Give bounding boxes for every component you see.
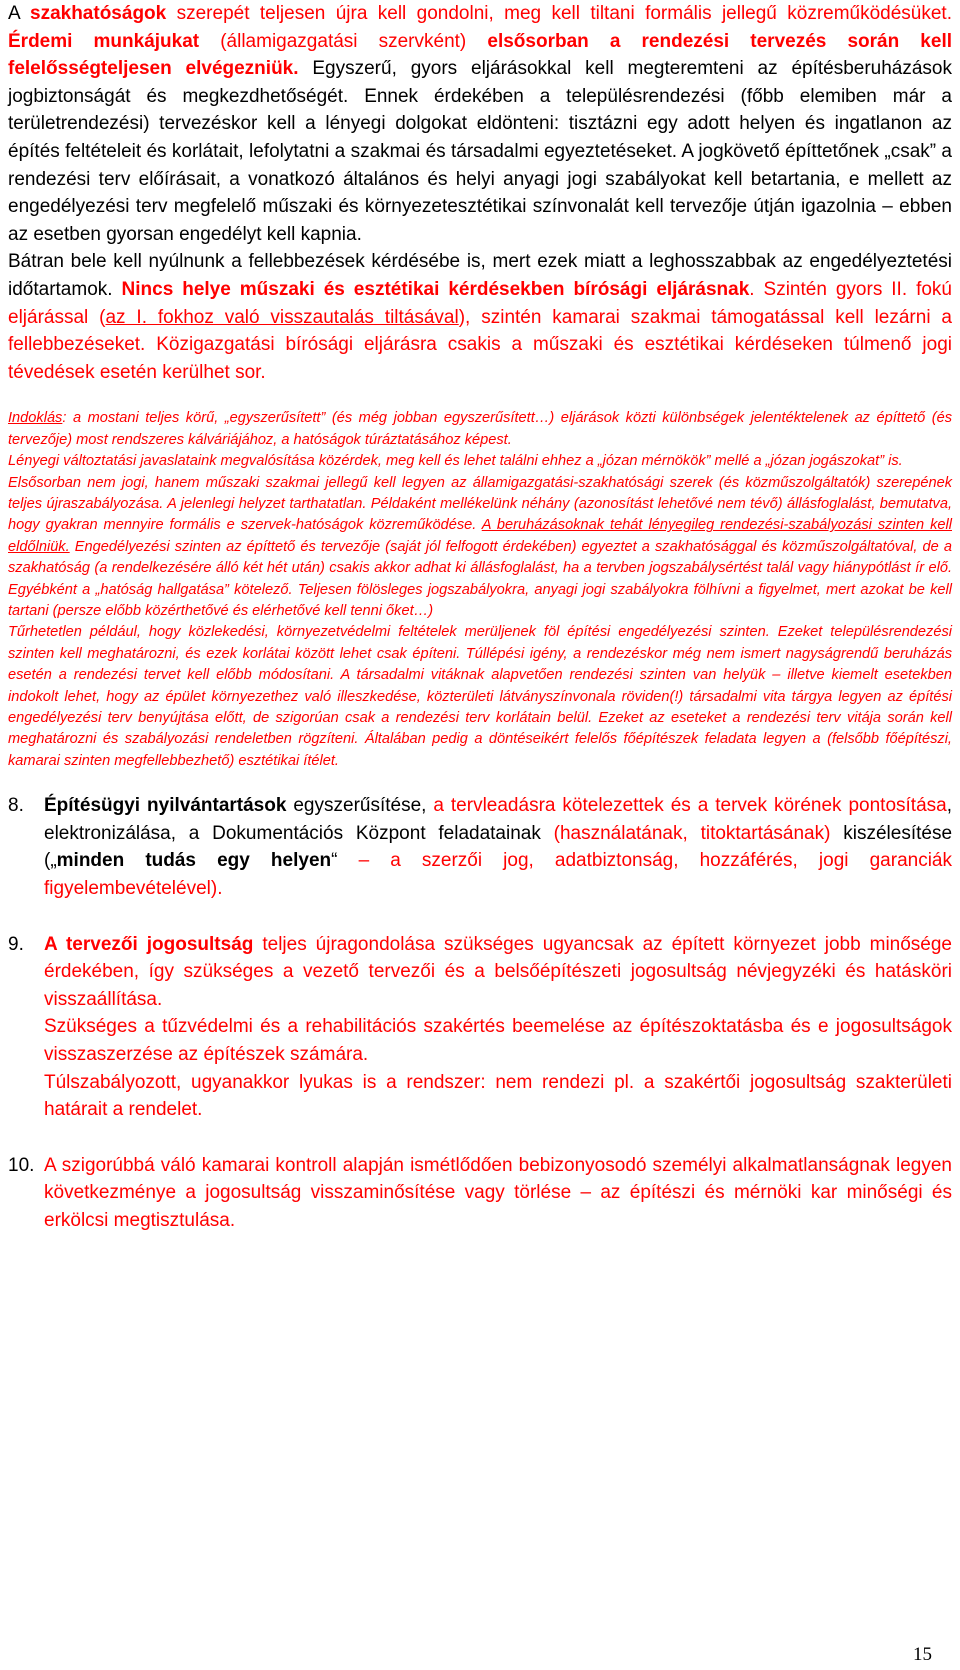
underlined-phrase: A beruházásoknak tehát lényegileg rendezési-szabályozási szinten kell eldőlniük.: [8, 517, 952, 555]
text-span: Bátran bele kell nyúlnunk a fellebbezések kérdésébe is, mert ezek miatt a leghosszabbak az engedélyeztetési időtartamok.: [8, 251, 952, 300]
text-span: (használatának, titoktartásának): [553, 822, 831, 844]
bold-term: szakhatóságok: [30, 3, 167, 24]
list-item: [8, 792, 952, 902]
paragraph-fellebbezes: [8, 248, 952, 386]
item-paragraph: Túlszabályozott, ugyanakkor lyukas is a rendszer: nem rendezi pl. a szakértői jogosultság szakterületi határait a rendelet.: [44, 1071, 952, 1121]
justification-note: [8, 408, 952, 772]
bold-phrase: elsősorban a rendezési tervezés során kell felelősségteljesen elvégezniük.: [8, 30, 952, 80]
main-text: [8, 0, 952, 386]
text-span: – a szerzői jog, adatbiztonság, hozzáférés, jogi garanciák figyelembevételével).: [44, 850, 952, 899]
note-paragraph: [8, 408, 952, 451]
list-item: [8, 1152, 952, 1235]
text-span: szerepét teljesen újra kell gondolni, meg kell tiltani formális jellegű közreműködésüket.: [166, 3, 952, 24]
text-span: Elsősorban nem jogi, hanem műszaki szakmai jellegű kell legyen az államigazgatási-szakhatósági szerek (és közműszolgáltatók) szerepének teljes újraszabályozása. A jelenlegi helyzet tarthatatlan. Példaként mellékelünk néhány (azonosítást lehetővé nem tévő) állásfoglalást, bemutatva, hogy gyakran mennyire formális e szervek-hatóságok közreműködése.: [8, 474, 952, 534]
item-paragraph: Szükséges a tűzvédelmi és a rehabilitációs szakértés beemelése az építészoktatásba és e jogosultságok visszaszerzése az építészek számára.: [44, 1016, 952, 1065]
text-span: (államigazgatási szervként): [199, 30, 488, 52]
bold-phrase: Nincs helye műszaki és esztétikai kérdésekben bírósági eljárásnak: [121, 278, 750, 300]
item-text: [44, 792, 952, 902]
paragraph-szakhatosagok: [8, 0, 952, 248]
text-span: egyszerűsítése,: [286, 795, 434, 817]
note-heading: Indoklás: [8, 410, 63, 427]
text-span: . Szintén gyors II. fokú eljárással (: [8, 278, 952, 328]
text-span: kiszélesítése („: [44, 822, 953, 872]
text-span: : a mostani teljes körű, „egyszerűsített” (és még jobban egyszerűsített…) eljárások közti különbségek jelentéktelenek az építtető (és tervezője) most rendszeres kálváriájához, a hatóságok túráztatásához képest.: [8, 410, 952, 448]
page-number: 15: [913, 1644, 932, 1665]
text-span: Egyszerű, gyors eljárásokkal kell megteremteni az építésberuházások jogbiztonságát és megkezdhetőségét. Ennek érdekében a településrendezési (főbb elemiben már a területrendezési) tervezéskor kell a lényegi dolgokat eldönteni: tisztázni egy adott helyen és ingatlanon az építés feltételeit és korlátait, lefolytatni a szakmai és társadalmi egyeztetéseket. A jogkövető építtetőnek „csak” a rendezési terv előírásait, a vonatkozó általános és helyi anyagi jogi szabályokat kell betartania, e mellett az engedélyezési terv megfelelő műszaki és környezetesztétikai színvonalát kell tervezője útján igazolnia – ebben az esetben gyorsan engedélyt kell kapnia.: [8, 58, 952, 245]
note-paragraph: Lényegi változtatási javaslataink megvalósítása közérdek, meg kell és lehet találni ehhez a „józan mérnökök” mellé a „józan jogászokat” is.: [8, 453, 903, 470]
bold-term: A tervezői jogosultság: [44, 933, 254, 955]
item-text: A szigorúbbá váló kamarai kontroll alapján ismétlődően bebizonyosodó személyi alkalmatlanságnak legyen következménye a jogosultság visszaminősítése vagy törlése – az építészi és mérnöki kar minőségi és erkölcsi megtisztulása.: [44, 1154, 952, 1231]
text-span: Engedélyezési szinten az építtető és tervezője (saját jól felfogott érdekében) egyeztet a szakhatósággal és közműszolgáltatóval, de a szakhatóság (a rendelkezésére álló két hét után) csakis akkor adhat ki állásfoglalást, ha a tervben jogszabálysértést talál vagy hiánypótlást ír elő. Egyébként a „hatóság hallgatása” kötelező. Teljesen fölösleges jogszabályokra, anyagi jogi szabályokra fölhívni a figyelmet, mert azokat be kell tartani (persze előbb közérthetővé és elérhetővé kell tenni őket…): [8, 538, 952, 619]
text-span: teljes újragondolása szükséges ugyancsak az épített környezet jobb minősége érdekében, így szükséges a vezető tervezői és a belsőépítészeti jogosultság névjegyzéki és hatásköri visszaállítása.: [44, 933, 953, 1010]
text-span: A: [8, 3, 30, 24]
text-span: ), szintén kamarai szakmai támogatással kell lezárni a fellebbezéseket. Közigazgatási bírósági eljárásra csakis a műszaki és esztétikai kérdéseken túlmenő jogi tévedések esetén kerülhet sor.: [8, 306, 952, 383]
bold-term: Építésügyi nyilvántartások: [44, 795, 287, 817]
note-paragraph: Tűrhetetlen például, hogy közlekedési, környezetvédelmi feltételek merüljenek föl építési engedélyezési szinten. Ezeket településrendezési szinten kell meghatározni, és ezek korlátai között lehet csak építeni. Túllépési igény, a rendezéskor még nem ismert nagyságrendű beruházás esetén a rendezési tervet kell előbb módosítani. A társadalmi vitáknak alapvetően rendezési szinten van helyük – illetve kiemelt esetekben indokolt lehet, hogy az épület környezethez való illeszkedése, közterületi látványszínvonala röviden(!) társadalmi vita tárgya legyen az építési engedélyezési terv benyújtása előtt, de szigorúan csak a rendezési terv korlátain belül. Ezeket az eseteket a rendezési terv vitája során kell meghatározni és szabályozási rendeletben rögzíteni. Általában pedig a döntéseikért felelős főépítészek feladata legyen a (felsőbb főépítészi, kamarai szinten megfellebbezhető) esztétikai ítélet.: [8, 624, 952, 769]
item-number: 8.: [8, 795, 24, 817]
list-item: [8, 931, 952, 1124]
item-text: [44, 931, 952, 1124]
note-paragraph: [8, 473, 952, 623]
bold-phrase: minden tudás egy helyen: [56, 850, 332, 872]
item-number: 9.: [8, 933, 24, 955]
text-span: “: [331, 850, 359, 872]
document-page: [8, 0, 952, 1263]
numbered-list: [8, 792, 952, 1234]
item-paragraph: [44, 931, 952, 1014]
bold-term: Érdemi munkájukat: [8, 30, 200, 52]
text-span: , elektronizálása, a Dokumentációs Központ feladatainak: [44, 795, 953, 844]
item-number: 10.: [8, 1154, 35, 1176]
underlined-phrase: az I. fokhoz való visszautalás tiltásával: [105, 306, 459, 328]
text-span: a tervleadásra kötelezettek és a tervek körének pontosítása: [433, 795, 947, 817]
